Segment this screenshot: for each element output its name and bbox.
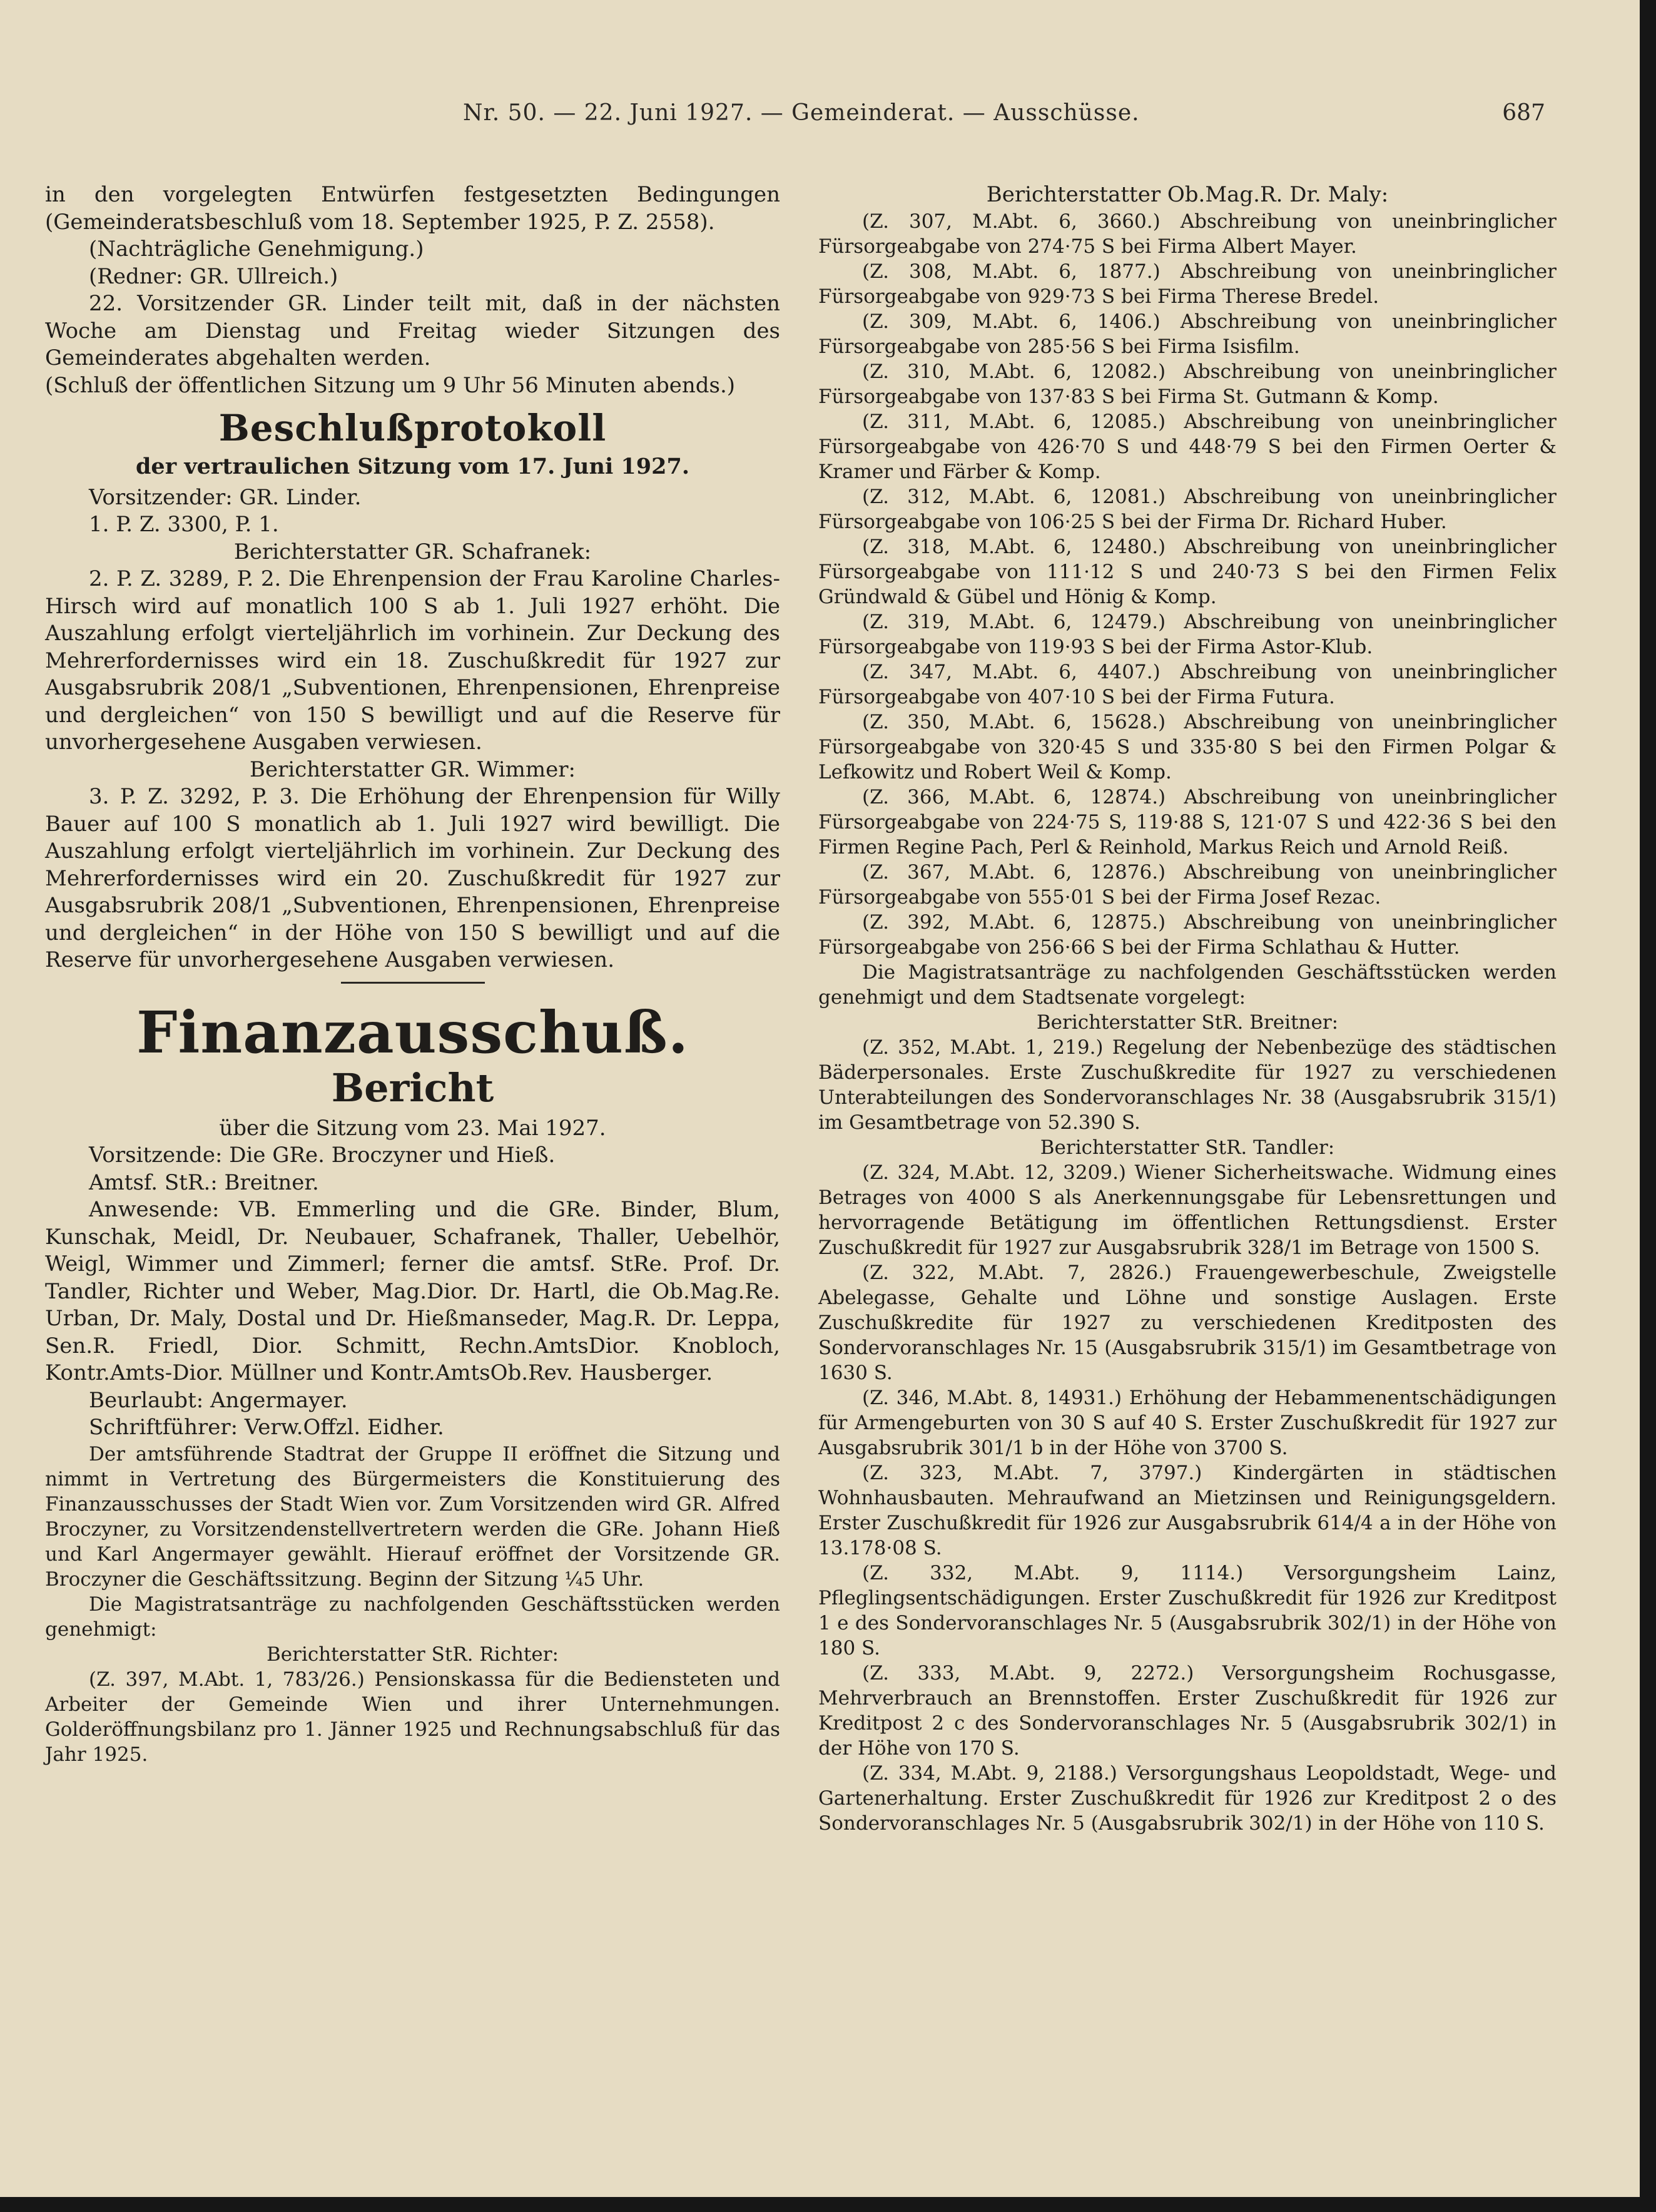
list-item: (Z. 350, M.Abt. 6, 15628.) Abschreibung von uneinbringlicher Fürsorgeabgabe von 320·45 S und 335·80 S bei den Firmen Polgar & Lefkowitz und Robert Weil & Komp. bbox=[818, 710, 1557, 783]
reporter-wimmer: Berichterstatter GR. Wimmer: bbox=[249, 757, 576, 782]
protocol-subtitle: der vertraulichen Sitzung vom 17. Juni 1927. bbox=[135, 454, 690, 479]
reporter-breitner: Berichterstatter StR. Breitner: bbox=[1036, 1011, 1339, 1034]
credit-items bbox=[818, 1160, 1557, 1836]
secretary-line: Schriftführer: Verw.Offzl. Eidher. bbox=[89, 1415, 444, 1440]
section-divider bbox=[341, 982, 485, 984]
protocol-title: Beschlußprotokoll bbox=[218, 407, 607, 449]
running-header bbox=[188, 100, 1564, 138]
left-column bbox=[45, 181, 780, 1767]
list-item: (Z. 318, M.Abt. 6, 12480.) Abschreibung von uneinbringlicher Fürsorgeabgabe von 111·12 S und 240·73 S bei den Firmen Felix Gründwald & Gübel und Hönig & Komp. bbox=[818, 535, 1557, 608]
list-item: (Z. 319, M.Abt. 6, 12479.) Abschreibung von uneinbringlicher Fürsorgeabgabe von 119·93 S bei der Firma Astor-Klub. bbox=[818, 610, 1557, 658]
item-352: (Z. 352, M.Abt. 1, 219.) Regelung der Nebenbezüge des städtischen Bäderpersonales. Erste Zuschußkredite für 1927 zu verschiedenen Unterabteilungen des Sondervoranschlages Nr. 38 (Ausgabsrubrik 315/1) im Gesamtbetrage von 52.390 S. bbox=[818, 1036, 1557, 1134]
list-item: (Z. 311, M.Abt. 6, 12085.) Abschreibung von uneinbringlicher Fürsorgeabgabe von 426·70 S und 448·79 S bei den Firmen Oerter & Kramer und Färber & Komp. bbox=[818, 410, 1557, 483]
list-item: (Z. 307, M.Abt. 6, 3660.) Abschreibung von uneinbringlicher Fürsorgeabgabe von 274·75 S bei Firma Albert Mayer. bbox=[818, 210, 1557, 258]
item-3: 3. P. Z. 3292, P. 3. Die Erhöhung der Ehrenpension für Willy Bauer auf 100 S monatlich ab 1. Juli 1927 wird bewilligt. Die Auszahlung erfolgt vierteljährlich im vorhinein. Zur Deckung des Mehrerfordernisses wird ein 20. Zuschußkredit für 1927 zur Ausgabsrubrik 208/1 „Subventionen, Ehrenpensionen, Ehrenpreise und dergleichen“ in der Höhe von 150 S bewilligt und auf die Reserve für unvorhergesehene Ausgaben verwiesen. bbox=[45, 784, 780, 972]
report-title: Bericht bbox=[331, 1064, 494, 1111]
official-line: Amtsf. StR.: Breitner. bbox=[89, 1170, 319, 1195]
section-title: Finanzausschuß. bbox=[136, 998, 689, 1066]
list-item: (Z. 324, M.Abt. 12, 3209.) Wiener Sicherheitswache. Widmung eines Betrages von 4000 S als Anerkennungsgabe für Lebensrettungen und hervorragende Betätigung im öffentlichen Rettungsdienst. Erster Zuschußkredit für 1927 zur Ausgabsrubrik 328/1 im Betrage von 1500 S. bbox=[818, 1161, 1557, 1259]
opening-paragraph: Der amtsführende Stadtrat der Gruppe II eröffnet die Sitzung und nimmt in Vertretung des Bürgermeisters die Konstituierung des Finanzausschusses der Stadt Wien vor. Zum Vorsitzenden wird GR. Alfred Broczyner, zu Vorsitzendenstellvertretern werden die GRe. Johann Hieß und Karl Angermayer gewählt. Hierauf eröffnet der Vorsitzende GR. Broczyner die Geschäftssitzung. Beginn der Sitzung ¼5 Uhr. bbox=[45, 1442, 780, 1591]
header-title: Nr. 50. — 22. Juni 1927. — Gemeinderat. — Ausschüsse. bbox=[463, 100, 1140, 126]
report-date: über die Sitzung vom 23. Mai 1927. bbox=[219, 1115, 606, 1141]
list-item: (Z. 308, M.Abt. 6, 1877.) Abschreibung von uneinbringlicher Fürsorgeabgabe von 929·73 S bei Firma Therese Bredel. bbox=[818, 260, 1557, 308]
item-1: 1. P. Z. 3300, P. 1. bbox=[89, 512, 279, 537]
list-item: (Z. 366, M.Abt. 6, 12874.) Abschreibung von uneinbringlicher Fürsorgeabgabe von 224·75 S, 119·88 S, 121·07 S und 422·36 S bei den Firmen Regine Pach, Perl & Reinhold, Markus Reich und Arnold Reiß. bbox=[818, 785, 1557, 859]
session-end-note: (Schluß der öffentlichen Sitzung um 9 Uhr 56 Minuten abends.) bbox=[45, 372, 736, 398]
motions-approved: Die Magistratsanträge zu nachfolgenden Geschäftsstücken werden genehmigt: bbox=[45, 1593, 780, 1641]
approval-note: (Nachträgliche Genehmigung.) bbox=[89, 237, 424, 262]
reporter-schafranek: Berichterstatter GR. Schafranek: bbox=[233, 539, 592, 564]
chairs-line: Vorsitzende: Die GRe. Broczyner und Hieß. bbox=[89, 1143, 556, 1168]
list-item: (Z. 312, M.Abt. 6, 12081.) Abschreibung von uneinbringlicher Fürsorgeabgabe von 106·25 S bei der Firma Dr. Richard Huber. bbox=[818, 485, 1557, 533]
list-item: (Z. 346, M.Abt. 8, 14931.) Erhöhung der Hebammenentschädigungen für Armengeburten von 30 S auf 40 S. Erster Zuschußkredit für 1927 zur Ausgabsrubrik 301/1 b in der Höhe von 3700 S. bbox=[818, 1386, 1557, 1459]
list-item: (Z. 334, M.Abt. 9, 2188.) Versorgungshaus Leopoldstadt, Wege- und Gartenerhaltung. Erster Zuschußkredit für 1926 zur Kreditpost 2 o des Sondervoranschlages Nr. 5 (Ausgabsrubrik 302/1) in der Höhe von 110 S. bbox=[818, 1761, 1557, 1835]
right-column bbox=[818, 181, 1557, 1836]
reporter-maly: Berichterstatter Ob.Mag.R. Dr. Maly: bbox=[986, 182, 1389, 207]
write-off-items bbox=[818, 209, 1557, 960]
list-item: (Z. 333, M.Abt. 9, 2272.) Versorgungsheim Rochusgasse, Mehrverbrauch an Brennstoffen. Erster Zuschußkredit für 1926 zur Kreditpost 2 c des Sondervoranschlages Nr. 5 (Ausgabsrubrik 302/1) in der Höhe von 170 S. bbox=[818, 1661, 1557, 1760]
list-item: (Z. 309, M.Abt. 6, 1406.) Abschreibung von uneinbringlicher Fürsorgeabgabe von 285·56 S bei Firma Isisfilm. bbox=[818, 310, 1557, 358]
list-item: (Z. 392, M.Abt. 6, 12875.) Abschreibung von uneinbringlicher Fürsorgeabgabe von 256·66 S bei der Firma Schlathau & Hutter. bbox=[818, 910, 1557, 959]
item-22: 22. Vorsitzender GR. Linder teilt mit, daß in der nächsten Woche am Dienstag und Freitag wieder Sitzungen des Gemeinderates abgehalten werden. bbox=[45, 291, 780, 370]
item-397: (Z. 397, M.Abt. 1, 783/26.) Pensionskassa für die Bediensteten und Arbeiter der Gemeinde Wien und ihrer Unternehmungen. Golderöffnungsbilanz pro 1. Jänner 1925 und Rechnungsabschluß für das Jahr 1925. bbox=[45, 1668, 780, 1766]
page-number: 687 bbox=[1502, 100, 1545, 126]
list-item: (Z. 347, M.Abt. 6, 4407.) Abschreibung von uneinbringlicher Fürsorgeabgabe von 407·10 S bei der Firma Futura. bbox=[818, 660, 1557, 708]
reporter-tandler: Berichterstatter StR. Tandler: bbox=[1040, 1136, 1335, 1159]
list-item: (Z. 367, M.Abt. 6, 12876.) Abschreibung von uneinbringlicher Fürsorgeabgabe von 555·01 S bei der Firma Josef Rezac. bbox=[818, 860, 1557, 909]
chair-line: Vorsitzender: GR. Linder. bbox=[89, 484, 362, 510]
list-item: (Z. 332, M.Abt. 9, 1114.) Versorgungsheim Lainz, Pfleglingsentschädigungen. Erster Zuschußkredit für 1926 zur Kreditpost 1 e des Sondervoranschlages Nr. 5 (Ausgabsrubrik 302/1) in der Höhe von 180 S. bbox=[818, 1561, 1557, 1659]
senate-motions: Die Magistratsanträge zu nachfolgenden Geschäftsstücken werden genehmigt und dem Stadtsenate vorgelegt: bbox=[818, 961, 1557, 1009]
reporter-richter: Berichterstatter StR. Richter: bbox=[267, 1643, 559, 1666]
continuation-text: in den vorgelegten Entwürfen festgesetzten Bedingungen (Gemeinderatsbeschluß vom 18. September 1925, P. Z. 2558). bbox=[45, 182, 780, 235]
list-item: (Z. 322, M.Abt. 7, 2826.) Frauengewerbeschule, Zweigstelle Abelegasse, Gehalte und Löhne und sonstige Auslagen. Erste Zuschußkredite für 1927 zu verschiedenen Kreditposten des Sondervoranschlages Nr. 15 (Ausgabsrubrik 315/1) im Gesamtbetrage von 1630 S. bbox=[818, 1261, 1557, 1384]
item-2: 2. P. Z. 3289, P. 2. Die Ehrenpension der Frau Karoline Charles-Hirsch wird auf monatlich 100 S ab 1. Juli 1927 erhöht. Die Auszahlung erfolgt vierteljährlich im vorhinein. Zur Deckung des Mehrerfordernisses wird ein 18. Zuschußkredit für 1927 zur Ausgabsrubrik 208/1 „Subventionen, Ehrenpensionen, Ehrenpreise und dergleichen“ von 150 S bewilligt und auf die Reserve für unvorhergesehene Ausgaben verwiesen. bbox=[45, 566, 780, 755]
speaker-note: (Redner: GR. Ullreich.) bbox=[89, 263, 338, 289]
list-item: (Z. 310, M.Abt. 6, 12082.) Abschreibung von uneinbringlicher Fürsorgeabgabe von 137·83 S bei Firma St. Gutmann & Komp. bbox=[818, 360, 1557, 408]
attendees-list: Anwesende: VB. Emmerling und die GRe. Binder, Blum, Kunschak, Meidl, Dr. Neubauer, Schafranek, Thaller, Uebelhör, Weigl, Wimmer und Zimmerl; ferner die amtsf. StRe. Prof. Dr. Tandler, Richter und Weber, Mag.Dior. Dr. Hartl, die Ob.Mag.Re. Urban, Dr. Maly, Dostal und Dr. Hießmanseder, Mag.R. Dr. Leppa, Sen.R. Friedl, Dior. Schmitt, Rechn.AmtsDior. Knobloch, Kontr.Amts-Dior. Müllner und Kontr.AmtsOb.Rev. Hausberger. bbox=[45, 1197, 780, 1385]
list-item: (Z. 323, M.Abt. 7, 3797.) Kindergärten in städtischen Wohnhausbauten. Mehraufwand an Mietzinsen und Reinigungsgeldern. Erster Zuschußkredit für 1926 zur Ausgabsrubrik 614/4 a in der Höhe von 13.178·08 S. bbox=[818, 1461, 1557, 1559]
excused-line: Beurlaubt: Angermayer. bbox=[89, 1387, 348, 1413]
